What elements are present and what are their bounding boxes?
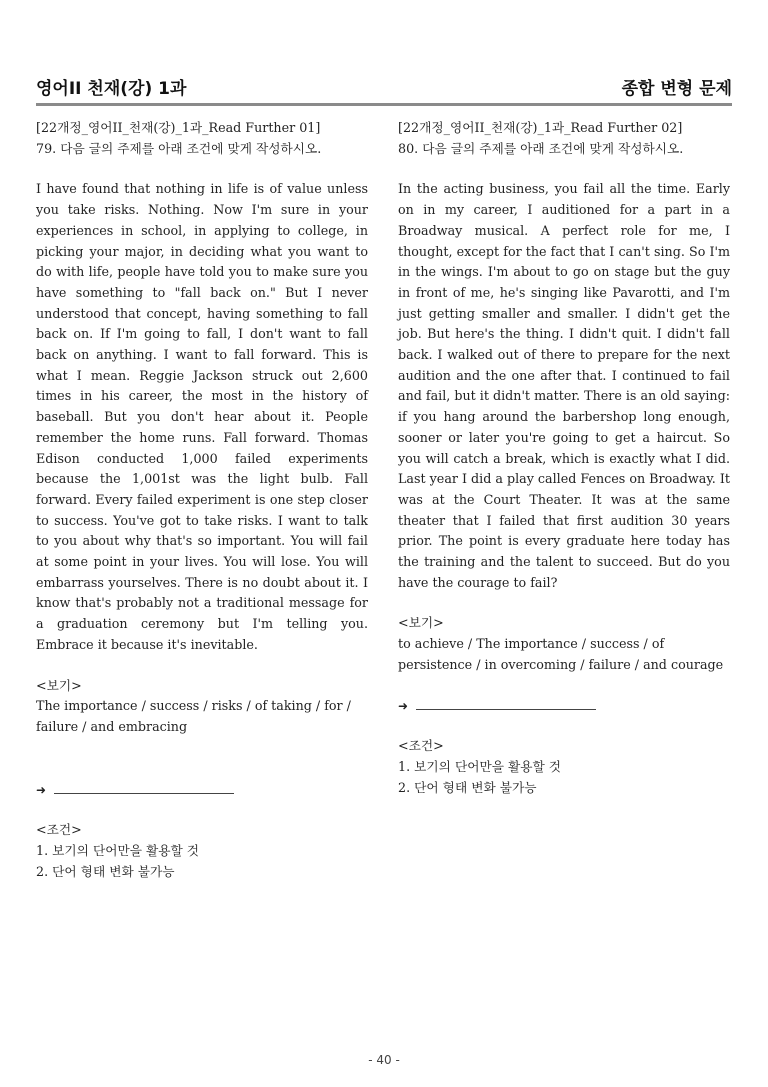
condition-box bbox=[36, 820, 368, 882]
bogi-words: to achieve / The importance / success / of persistence / in overcoming / failure / and courage bbox=[398, 636, 724, 672]
condition-box bbox=[398, 736, 730, 798]
question-prompt: 79. 다음 글의 주제를 아래 조건에 맞게 작성하시오. bbox=[36, 140, 322, 156]
bogi-words: The importance / success / risks / of taking / for / failure / and embracing bbox=[36, 698, 351, 734]
bogi-label: <보기> bbox=[398, 615, 444, 631]
condition-item: 1. 보기의 단어만을 활용할 것 bbox=[398, 758, 562, 774]
bogi-label: <보기> bbox=[36, 677, 82, 693]
bogi-box bbox=[36, 676, 368, 738]
question-80 bbox=[398, 118, 730, 798]
header-divider bbox=[36, 103, 732, 106]
arrow-icon: ➜ bbox=[36, 782, 47, 797]
question-reference: [22개정_영어II_천재(강)_1과_Read Further 02] bbox=[398, 120, 683, 135]
answer-blank[interactable] bbox=[416, 697, 596, 710]
condition-label: <조건> bbox=[398, 738, 444, 754]
condition-item: 2. 단어 형태 변화 불가능 bbox=[398, 779, 537, 795]
answer-line[interactable] bbox=[36, 780, 368, 801]
reading-passage: I have found that nothing in life is of value unless you take risks. Nothing. Now I'm sure in your experiences in school, in applying to college, in picking your major, in deciding what you want to do with life, people have told you to make sure you have something to "fall back on." But I never understood that concept, having something to fall back on. If I'm going to fall, I don't want to fall back on anything. I want to fall forward. This is what I mean. Reggie Jackson struck out 2,600 times in his career, the most in the history of baseball. But you don't hear about it. People remember the home runs. Fall forward. Thomas Edison conducted 1,000 failed experiments because the 1,001st was the light bulb. Fall forward. Every failed experiment is one step closer to success. You've got to take risks. I want to talk to you about why that's so important. You will fail at some point in your lives. You will lose. You will embarrass yourselves. There is no doubt about it. I know that's probably not a traditional message for a graduation ceremony but I'm telling you. Embrace it because it's inevitable. bbox=[36, 181, 368, 652]
answer-blank[interactable] bbox=[54, 781, 234, 794]
bogi-box bbox=[398, 613, 730, 675]
question-reference: [22개정_영어II_천재(강)_1과_Read Further 01] bbox=[36, 120, 321, 135]
condition-item: 1. 보기의 단어만을 활용할 것 bbox=[36, 843, 200, 859]
page-number: - 40 - bbox=[368, 1053, 400, 1067]
question-prompt: 80. 다음 글의 주제를 아래 조건에 맞게 작성하시오. bbox=[398, 140, 684, 156]
question-79 bbox=[36, 118, 368, 883]
condition-item: 2. 단어 형태 변화 불가능 bbox=[36, 863, 175, 879]
header-left-title: 영어II 천재(강) 1과 bbox=[36, 79, 187, 99]
header-right-title: 종합 변형 문제 bbox=[621, 79, 732, 99]
answer-line[interactable] bbox=[398, 696, 730, 717]
arrow-icon: ➜ bbox=[398, 698, 409, 713]
reading-passage: In the acting business, you fail all the time. Early on in my career, I auditioned for a part in a Broadway musical. A perfect role for me, I thought, except for the fact that I can't sing. So I'm in the wings. I'm about to go on stage but the guy in front of me, he's singing like Pavarotti, and I'm just getting smaller and smaller. I didn't get the job. But here's the thing. I didn't quit. I didn't fall back. I walked out of there to prepare for the next audition and the one after that. I continued to fail and fail, but it didn't matter. There is an old saying: if you hang around the barbershop long enough, sooner or later you're going to get a haircut. So you will catch a break, which is exactly what I did. Last year I did a play called Fences on Broadway. It was at the Court Theater. It was at the same theater that I failed that first audition 30 years prior. The point is every graduate here today has the training and the talent to succeed. But do you have the courage to fail? bbox=[398, 181, 730, 590]
condition-label: <조건> bbox=[36, 822, 82, 838]
page-header bbox=[36, 74, 732, 99]
